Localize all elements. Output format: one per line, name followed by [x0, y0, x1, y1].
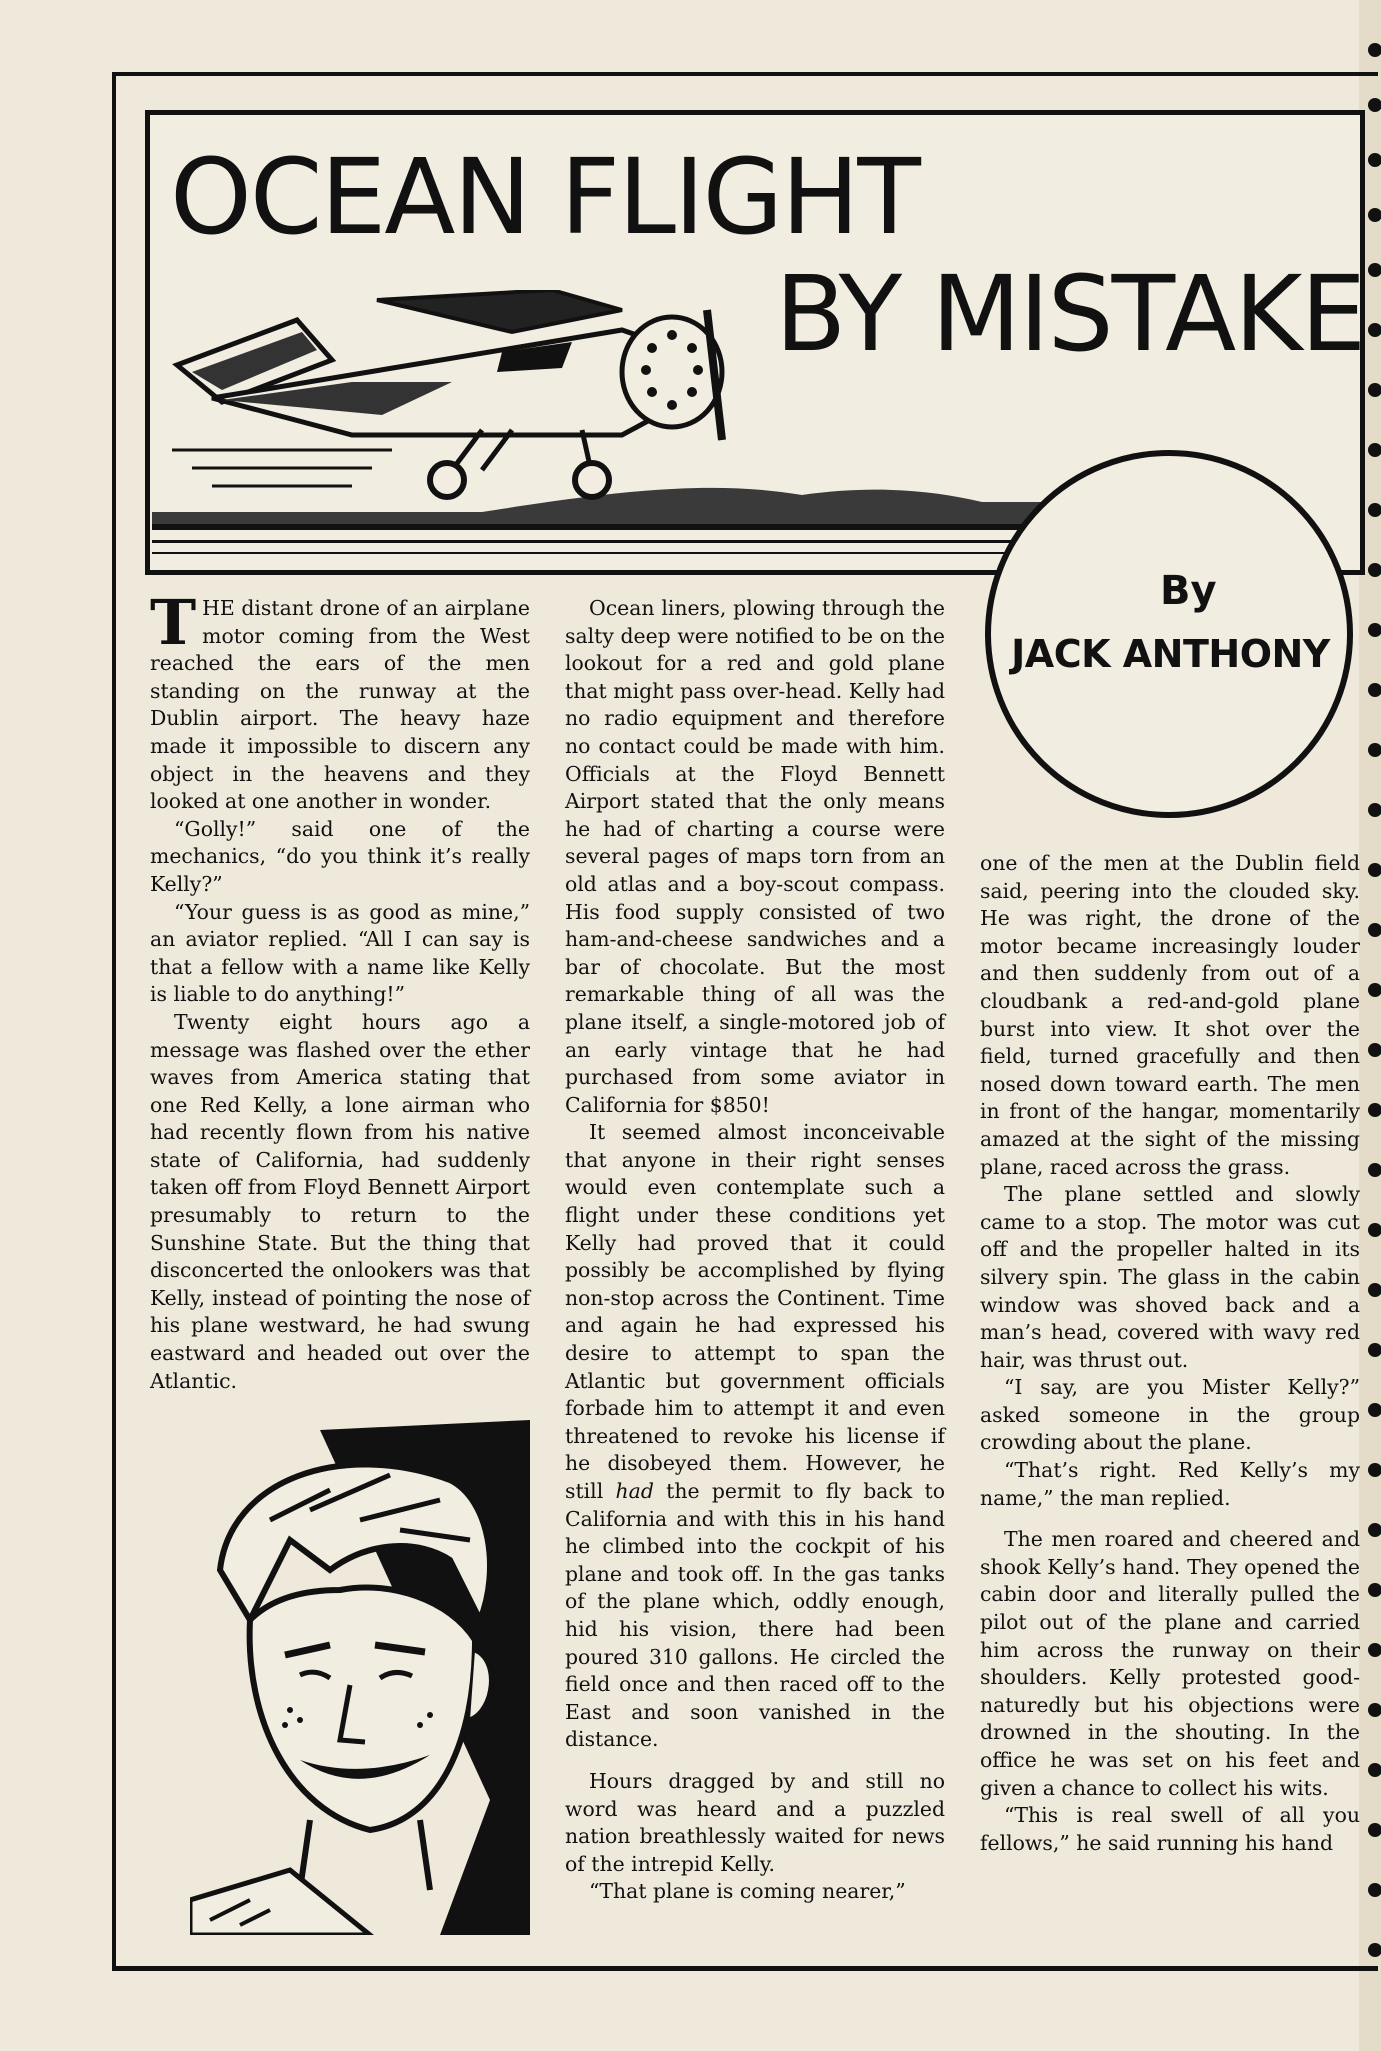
byline-by: By: [1160, 568, 1217, 614]
paragraph: It seemed almost inconceivable that anyone in their right senses would even contemplate such a flight under these conditions yet Kelly had proved that it could possibly be accomplished by flying non-stop across the Continent. Time and again he had expressed his desire to attempt to span the Atlantic but government officials forbade him to attempt it and even threatened to revoke his license if he disobeyed them. However, he still had the permit to fly back to California and with this in his hand he climbed into the cockpit of his plane and took off. In the gas tanks of the plane which, oddly enough, hid his vision, there had been poured 310 gallons. He circled the field once and then raced off to the East and soon vanished in the distance.: [565, 1120, 945, 1752]
paragraph: The plane settled and slowly came to a stop. The motor was cut off and the propeller halted in its silvery spin. The glass in the cabin window was shoved back and a man’s head, covered with wavy red hair, was thrust out.: [980, 1182, 1360, 1372]
article-column-1: [150, 586, 530, 1395]
article-column-2: [565, 595, 945, 1906]
article-column-3: [980, 850, 1360, 1857]
paragraph: “Your guess is as good as mine,” an aviator replied. “All I can say is that a fellow with a name like Kelly is liable to do anything!”: [150, 899, 530, 1007]
paragraph: Ocean liners, plowing through the salty deep were notified to be on the lookout for a red and gold plane that might pass over-head. Kelly had no radio equipment and therefore no contact could be made with him. Officials at the Floyd Bennett Airport stated that the only means he had of charting a course were several pages of maps torn from an old atlas and a boy-scout compass. His food supply consisted of two ham-and-cheese sandwiches and a bar of chocolate. But the most remarkable thing of all was the plane itself, a single-motored job of an early vintage that he had purchased from some aviator in California for $850!: [565, 596, 945, 1117]
paragraph: THE distant drone of an airplane motor coming from the West reached the ears of the men standing on the runway at the Dublin airport. The heavy haze made it impossible to discern any object in the heavens and they looked at one another in wonder.: [150, 586, 530, 814]
title-line-1: OCEAN FLIGHT: [170, 136, 919, 258]
paragraph: Hours dragged by and still no word was heard and a puzzled nation breathlessly waited for news of the intrepid Kelly.: [565, 1768, 945, 1876]
drop-cap: T: [150, 586, 197, 659]
paragraph: “That plane is coming nearer,”: [589, 1879, 906, 1904]
paragraph: “I say, are you Mister Kelly?” asked someone in the group crowding about the plane.: [980, 1375, 1360, 1455]
byline-author: JACK ANTHONY: [1011, 632, 1330, 676]
paragraph: “Golly!” said one of the mechanics, “do you think it’s really Kelly?”: [150, 816, 530, 896]
paragraph: The men roared and cheered and shook Kelly’s hand. They opened the cabin door and literally pulled the pilot out of the plane and carried him across the runway on their shoulders. Kelly protested good-naturedly but his objections were drowned in the shouting. In the office he was set on his feet and given a chance to collect his wits.: [980, 1527, 1360, 1800]
paragraph: Twenty eight hours ago a message was flashed over the ether waves from America stating that one Red Kelly, a lone airman who had recently flown from his native state of California, had suddenly taken off from Floyd Bennett Airport presumably to return to the Sunshine State. But the thing that disconcerted the onlookers was that Kelly, instead of pointing the nose of his plane westward, he had swung eastward and headed out over the Atlantic.: [150, 1009, 530, 1393]
paragraph: one of the men at the Dublin field said, peering into the clouded sky. He was right, the drone of the motor became increasingly louder and then suddenly from out of a cloudbank a red-and-gold plane burst into view. It shot over the field, turned gracefully and then nosed down toward earth. The men in front of the hangar, momentarily amazed at the sight of the missing plane, raced across the grass.: [980, 851, 1360, 1179]
paragraph: “This is real swell of all you fellows,” he said running his hand: [980, 1803, 1360, 1855]
title-line-2: BY MISTAKE: [775, 253, 1365, 375]
pilot-portrait-illustration: [190, 1420, 530, 1935]
paragraph: “That’s right. Red Kelly’s my name,” the man replied.: [980, 1458, 1360, 1510]
